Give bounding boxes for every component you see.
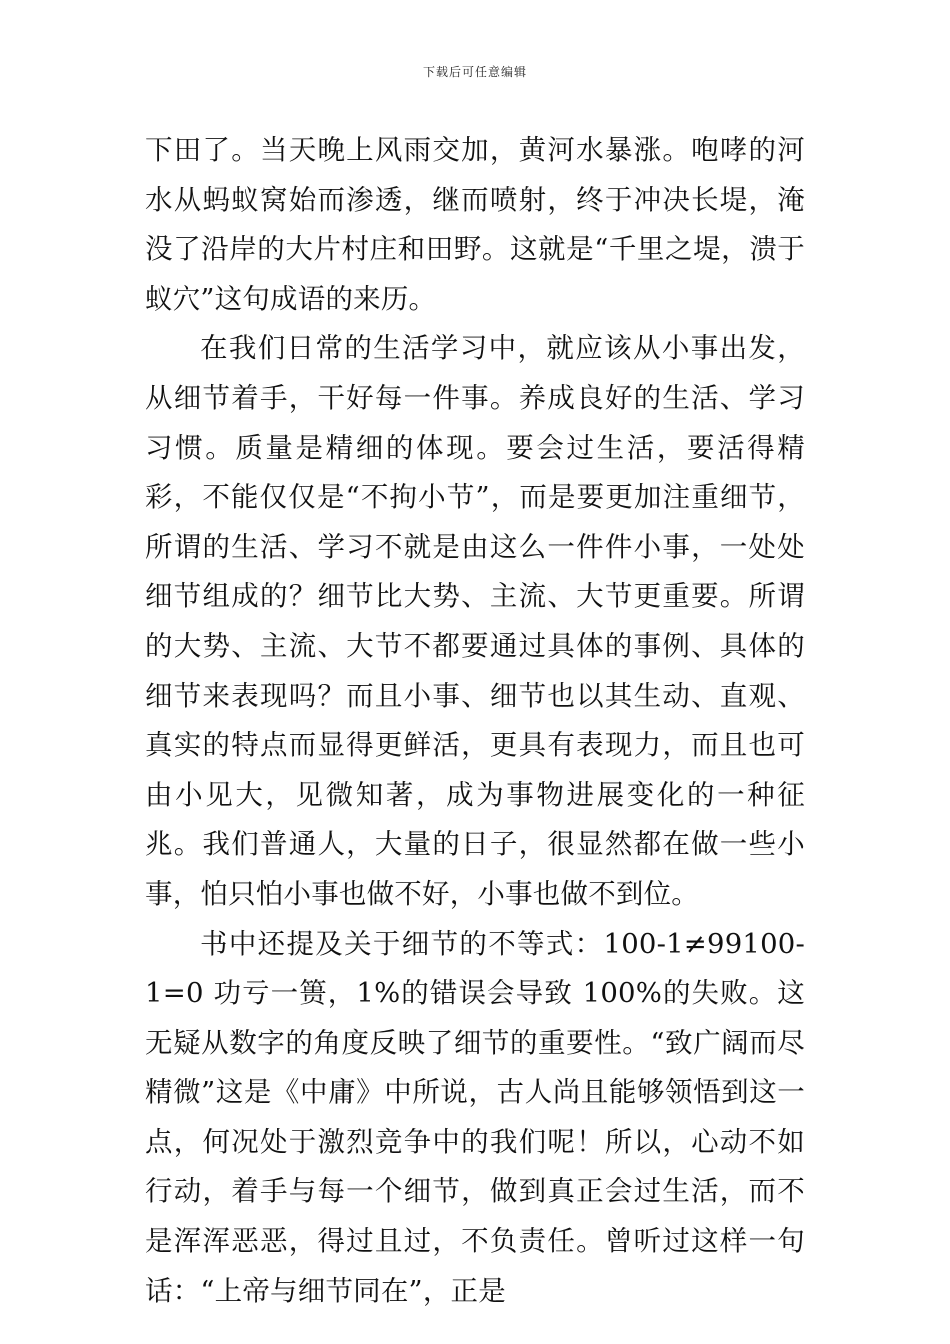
document-body (145, 126, 805, 1316)
paragraph-3: 书中还提及关于细节的不等式：100-1≠99100-1=0 功亏一篑，1%的错误会导致 100%的失败。这无疑从数字的角度反映了细节的重要性。“致广阔而尽精微”这是《中庸》中所说，古人尚且能够领悟到这一点，何况处于激烈竞争中的我们呢！所以，心动不如行动，着手与每一个细节，做到真正会过生活，而不是浑浑恶恶，得过且过，不负责任。曾听过这样一句话：“上帝与细节同在”，正是 (145, 927, 805, 1307)
paragraph-1: 下田了。当天晚上风雨交加，黄河水暴涨。咆哮的河水从蚂蚁窝始而渗透，继而喷射，终于冲决长堤，淹没了沿岸的大片村庄和田野。这就是“千里之堤，溃于蚁穴”这句成语的来历。 (145, 134, 805, 315)
page-header-note: 下载后可任意编辑 (422, 65, 527, 79)
paragraph-2: 在我们日常的生活学习中，就应该从小事出发，从细节着手，干好每一件事。养成良好的生活、学习习惯。质量是精细的体现。要会过生活，要活得精彩，不能仅仅是“不拘小节”，而是要更加注重细节，所谓的生活、学习不就是由这么一件件小事，一处处细节组成的？细节比大势、主流、大节更重要。所谓的大势、主流、大节不都要通过具体的事例、具体的细节来表现吗？而且小事、细节也以其生动、直观、真实的特点而显得更鲜活，更具有表现力，而且也可由小见大，见微知著，成为事物进展变化的一种征兆。我们普通人，大量的日子，很显然都在做一些小事，怕只怕小事也做不好，小事也做不到位。 (145, 332, 805, 910)
